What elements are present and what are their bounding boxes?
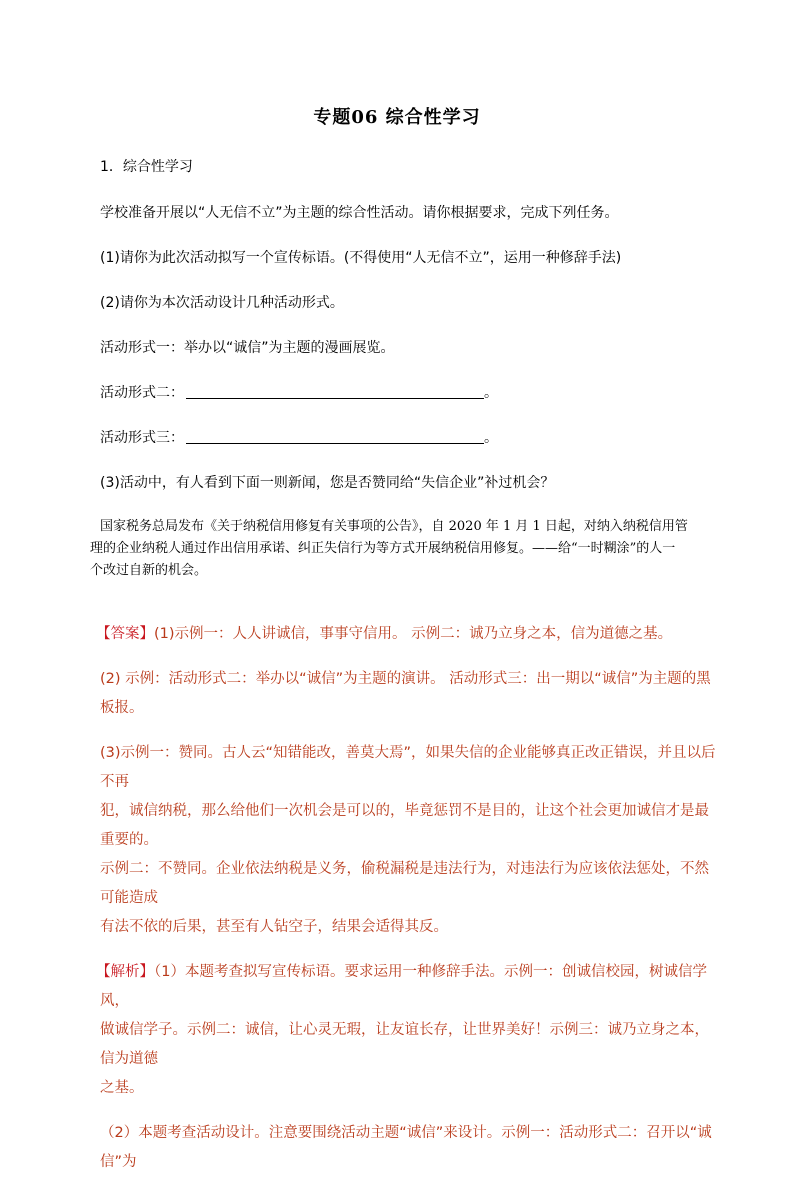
activity-form-3 xyxy=(100,429,498,447)
news-excerpt xyxy=(90,516,710,582)
news-line: 国家税务总局发布《关于纳税信用修复有关事项的公告》，自 2020 年 1 月 1 日起，对纳入纳税信用管 xyxy=(100,519,688,534)
page-title: 专题06 综合性学习 xyxy=(313,107,481,128)
activity-form-3-label: 活动形式三： xyxy=(100,430,184,446)
answer-3-line: (3)示例一：赞同。古人云“知错能改，善莫大焉”，如果失信的企业能够真正改正错误，并且以后不再 xyxy=(100,745,716,790)
blank-period: 。 xyxy=(484,385,498,401)
question-heading: 1．综合性学习 xyxy=(100,159,193,175)
task-2: (2)请你为本次活动设计几种活动形式。 xyxy=(100,295,344,311)
answer-3-line: 示例二：不赞同。企业依法纳税是义务，偷税漏税是违法行为，对违法行为应该依法惩处，不然可能造成 xyxy=(100,861,709,906)
activity-form-1: 活动形式一：举办以“诚信”为主题的漫画展览。 xyxy=(100,340,395,356)
answer-blank-2[interactable] xyxy=(186,384,484,399)
question-intro: 学校准备开展以“人无信不立”为主题的综合性活动。请你根据要求，完成下列任务。 xyxy=(100,205,619,221)
answer-3-line: 犯，诚信纳税，那么给他们一次机会是可以的，毕竟惩罚不是目的，让这个社会更加诚信才是最重要的。 xyxy=(100,803,709,848)
answer-blank-3[interactable] xyxy=(186,429,484,444)
blank-period: 。 xyxy=(484,430,498,446)
analysis-line: 做诚信学子。示例二：诚信，让心灵无瑕，让友谊长存，让世界美好！示例三：诚乃立身之本，信为道德 xyxy=(100,1022,709,1067)
answer-3-line: 有法不依的后果，甚至有人钻空子，结果会适得其反。 xyxy=(100,919,448,935)
activity-form-2-label: 活动形式二： xyxy=(100,385,184,401)
activity-form-2 xyxy=(100,384,498,402)
answer-tag: 【答案】 xyxy=(96,626,154,642)
news-line: 理的企业纳税人通过作出信用承诺、纠正失信行为等方式开展纳税信用修复。——给“一时糊涂”的人一 xyxy=(90,541,676,556)
task-3: (3)活动中，有人看到下面一则新闻，您是否赞同给“失信企业”补过机会？ xyxy=(100,475,555,491)
analysis-tag: 【解析】 xyxy=(96,964,154,980)
answer-section xyxy=(96,620,720,1177)
analysis-line: （2）本题考查活动设计。注意要围绕活动主题“诚信”来设计。示例一：活动形式二：召开以“诚信”为 xyxy=(100,1125,712,1170)
answer-2-cont: 板报。 xyxy=(100,700,144,716)
analysis-line: （1）本题考查拟写宣传标语。要求运用一种修辞手法。示例一：创诚信校园，树诚信学风， xyxy=(100,964,707,1009)
answer-1: (1)示例一：人人讲诚信，事事守信用。 示例二：诚乃立身之本，信为道德之基。 xyxy=(154,626,673,642)
answer-2: (2) 示例：活动形式二：举办以“诚信”为主题的演讲。 活动形式三：出一期以“诚信”为主题的黑 xyxy=(100,671,711,687)
task-1: (1)请你为此次活动拟写一个宣传标语。(不得使用“人无信不立”，运用一种修辞手法) xyxy=(100,250,622,266)
news-line: 个改过自新的机会。 xyxy=(90,563,208,578)
analysis-line: 之基。 xyxy=(100,1080,144,1096)
